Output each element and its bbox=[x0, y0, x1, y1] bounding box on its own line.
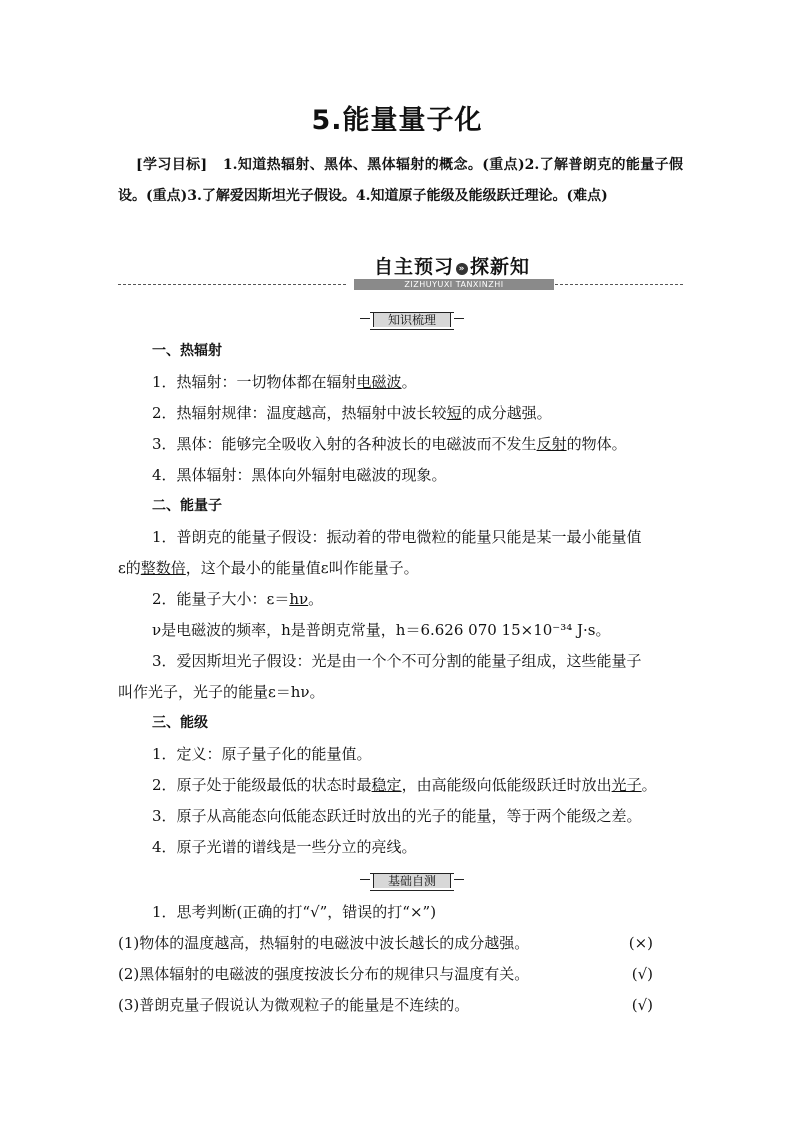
objectives-label: [学习目标] bbox=[136, 157, 208, 173]
learning-objectives bbox=[118, 150, 683, 212]
judge-item: (2)黑体辐射的电磁波的强度按波长分布的规律只与温度有关。 (√) bbox=[118, 959, 683, 990]
list-item: 3．原子从高能态向低能态跃迁时放出的光子的能量，等于两个能级之差。 bbox=[152, 807, 642, 825]
objectives-text: 1.知道热辐射、黑体、黑体辐射的概念。(重点)2.了解普朗克的能量子假设。(重点)3.了解爱因斯坦光子假设。4.知道原子能级及能级跃迁理论。(难点) bbox=[118, 157, 683, 204]
list-item: 3．黑体：能够完全吸收入射的各种波长的电磁波而不发生反射的物体。 bbox=[152, 435, 627, 453]
banner-dashed-line-left bbox=[118, 284, 346, 285]
tag-selftest-label: 基础自测 bbox=[373, 874, 451, 888]
banner-title bbox=[358, 252, 546, 279]
tag-knowledge bbox=[370, 312, 454, 330]
formula-note: ν是电磁波的频率，h是普朗克常量，h＝6.626 070 15×10⁻³⁴ J·s。 bbox=[152, 621, 611, 639]
banner-subtitle: ZIZHUYUXI TANXINZHI bbox=[354, 279, 554, 290]
judge-mark: (√) bbox=[631, 996, 653, 1014]
judge-mark: (×) bbox=[628, 934, 653, 952]
judge-item: (1)物体的温度越高，热辐射的电磁波中波长越长的成分越强。 (×) bbox=[118, 928, 683, 959]
list-item: 1．普朗克的能量子假设：振动着的带电微粒的能量只能是某一最小能量值 bbox=[152, 528, 642, 546]
section-banner bbox=[118, 252, 683, 292]
selftest-intro: 1．思考判断(正确的打“√”，错误的打“×”) bbox=[152, 903, 437, 921]
tag-knowledge-label: 知识梳理 bbox=[373, 313, 451, 327]
list-item: 4．原子光谱的谱线是一些分立的亮线。 bbox=[152, 838, 417, 856]
selftest-section bbox=[118, 897, 683, 1021]
banner-dashed-line-right bbox=[555, 284, 683, 285]
heading-energy-quantum: 二、能量子 bbox=[152, 498, 222, 514]
list-item: 2．热辐射规律：温度越高，热辐射中波长较短的成分越强。 bbox=[152, 404, 552, 422]
heading-energy-levels: 三、能级 bbox=[152, 715, 208, 731]
list-item: 3．爱因斯坦光子假设：光是由一个个不可分割的能量子组成，这些能量子 bbox=[152, 652, 642, 670]
banner-left-text: 自主预习 bbox=[373, 256, 454, 278]
heading-thermal-radiation: 一、热辐射 bbox=[152, 343, 222, 359]
chevron-right-icon: » bbox=[456, 263, 468, 275]
judge-mark: (√) bbox=[631, 965, 653, 983]
judge-item: (3)普朗克量子假说认为微观粒子的能量是不连续的。 (√) bbox=[118, 990, 683, 1021]
list-item: 1．热辐射：一切物体都在辐射电磁波。 bbox=[152, 373, 417, 391]
banner-right-text: 探新知 bbox=[470, 256, 531, 278]
list-item: 4．黑体辐射：黑体向外辐射电磁波的现象。 bbox=[152, 466, 447, 484]
list-item: 1．定义：原子量子化的能量值。 bbox=[152, 745, 372, 763]
list-item: 2．原子处于能级最低的状态时最稳定，由高能级向低能级跃迁时放出光子。 bbox=[152, 776, 657, 794]
list-item-continued: ε的整数倍，这个最小的能量值ε叫作能量子。 bbox=[118, 559, 419, 577]
page-title: 5.能量量子化 bbox=[311, 105, 483, 136]
tag-selftest bbox=[370, 873, 454, 891]
list-item: 2．能量子大小：ε＝hν。 bbox=[152, 590, 324, 608]
knowledge-section bbox=[118, 336, 683, 863]
list-item-continued: 叫作光子，光子的能量ε＝hν。 bbox=[118, 683, 325, 701]
